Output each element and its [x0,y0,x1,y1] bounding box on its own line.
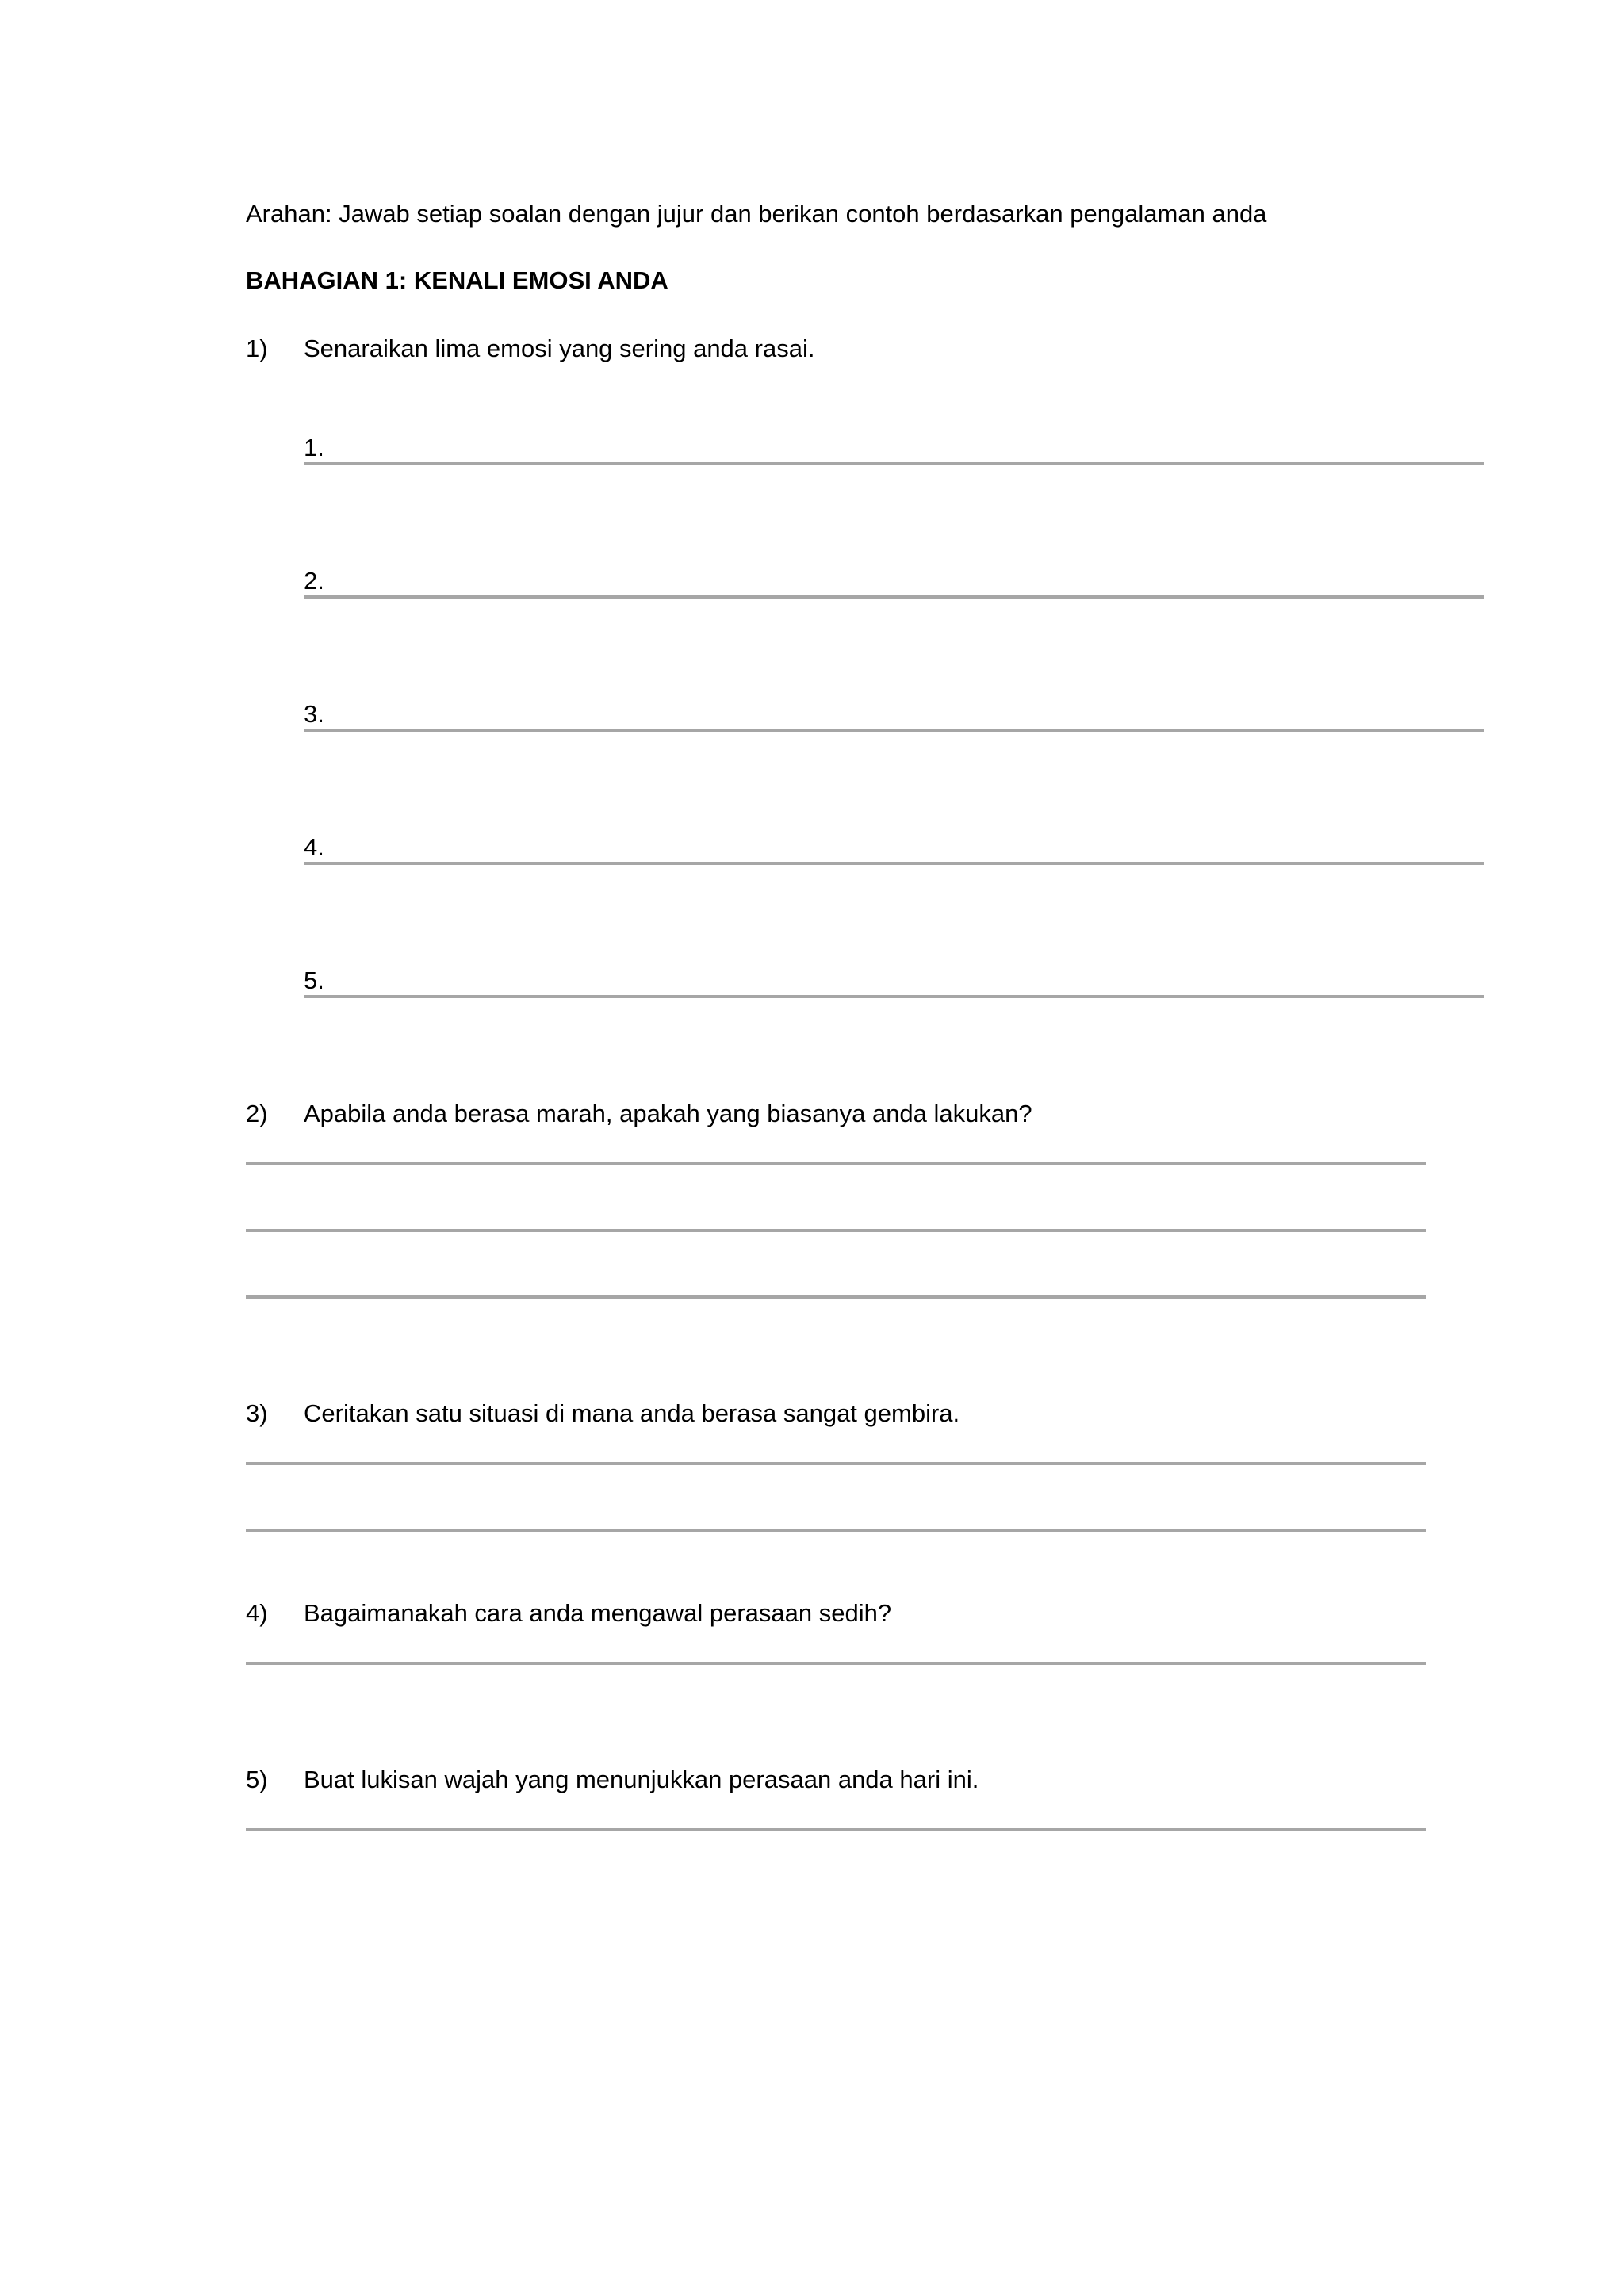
question-number: 1) [246,335,268,362]
answer-item-label: 1. [304,434,324,461]
question-text: Ceritakan satu situasi di mana anda berasa sangat gembira. [304,1399,960,1427]
question-number: 4) [246,1599,268,1627]
answer-line[interactable] [246,1295,1426,1299]
answer-item-label: 4. [304,833,324,861]
answer-line[interactable] [304,862,1484,865]
section-title: BAHAGIAN 1: KENALI EMOSI ANDA [246,266,668,294]
answer-item-label: 2. [304,567,324,595]
answer-line[interactable] [304,595,1484,599]
answer-line[interactable] [304,995,1484,998]
answer-line[interactable] [246,1529,1426,1532]
answer-line[interactable] [246,1229,1426,1232]
question-text: Bagaimanakah cara anda mengawal perasaan sedih? [304,1599,892,1627]
answer-item-label: 3. [304,700,324,728]
answer-line[interactable] [246,1662,1426,1665]
question-text: Senaraikan lima emosi yang sering anda rasai. [304,335,815,362]
answer-item-label: 5. [304,966,324,994]
question-text: Apabila anda berasa marah, apakah yang biasanya anda lakukan? [304,1100,1032,1127]
answer-line[interactable] [304,729,1484,732]
question-number: 3) [246,1399,268,1427]
answer-line[interactable] [246,1828,1426,1831]
question-number: 5) [246,1766,268,1793]
question-text: Buat lukisan wajah yang menunjukkan perasaan anda hari ini. [304,1766,979,1793]
instruction-text: Arahan: Jawab setiap soalan dengan jujur dan berikan contoh berdasarkan pengalaman anda [246,200,1267,228]
question-number: 2) [246,1100,268,1127]
answer-line[interactable] [246,1162,1426,1165]
answer-line[interactable] [304,462,1484,465]
answer-line[interactable] [246,1462,1426,1465]
